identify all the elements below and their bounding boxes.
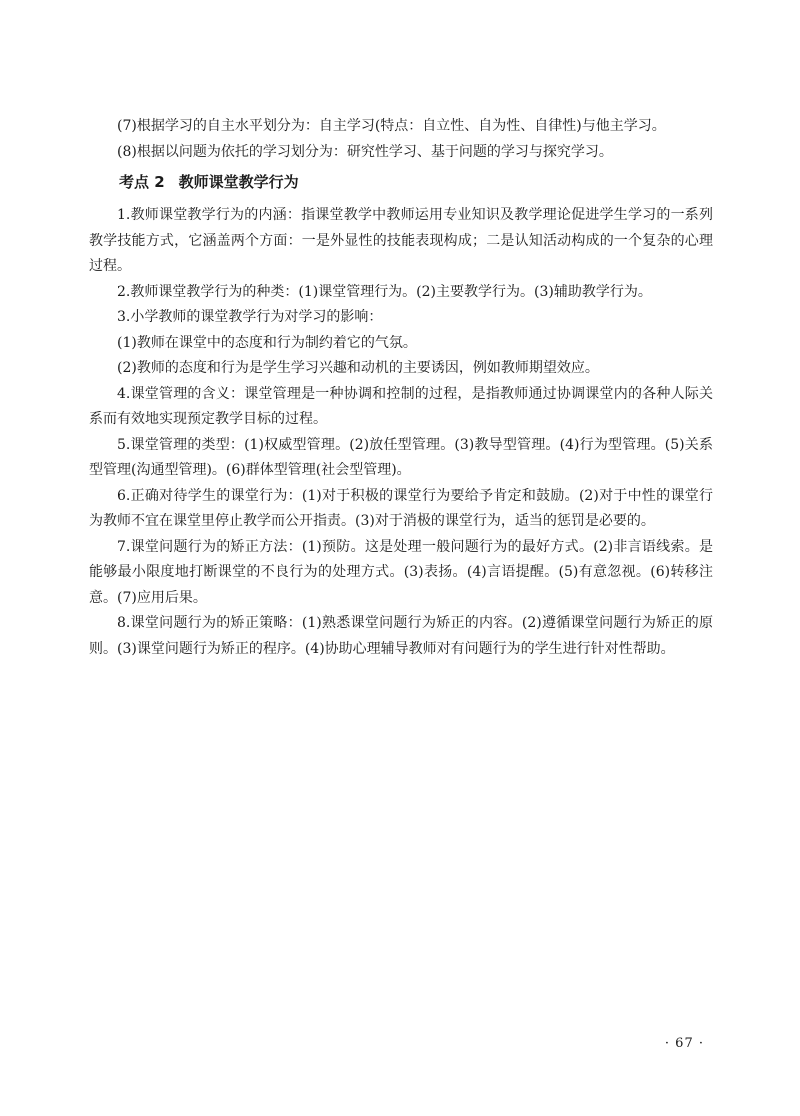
paragraph: (2)教师的态度和行为是学生学习兴趣和动机的主要诱因，例如教师期望效应。: [117, 360, 599, 376]
paragraph: (7)根据学习的自主水平划分为：自主学习(特点：自立性、自为性、自律性)与他主学习。: [117, 118, 666, 134]
paragraph: (8)根据以问题为依托的学习划分为：研究性学习、基于问题的学习与探究学习。: [117, 143, 613, 160]
paragraph: (1)教师在课堂中的态度和行为制约着它的气氛。: [117, 334, 417, 351]
paragraph: 3.小学教师的课堂教学行为对学习的影响：: [117, 309, 383, 325]
paragraph: 6.正确对待学生的课堂行为：(1)对于积极的课堂行为要给予肯定和鼓励。(2)对于中性的课堂行为教师不宜在课堂里停止教学而公开指责。(3)对于消极的课堂行为，适当的惩罚是必要的。: [89, 487, 713, 529]
page-number: · 67 ·: [664, 1036, 704, 1051]
paragraph: 1.教师课堂教学行为的内涵：指课堂教学中教师运用专业知识及教学理论促进学生学习的一系列教学技能方式，它涵盖两个方面：一是外显性的技能表现构成；二是认知活动构成的一个复杂的心理过程。: [89, 207, 713, 274]
paragraph: 2.教师课堂教学行为的种类：(1)课堂管理行为。(2)主要教学行为。(3)辅助教学行为。: [117, 283, 652, 300]
paragraph: 7.课堂问题行为的矫正方法：(1)预防。这是处理一般问题行为的最好方式。(2)非言语线索。是能够最小限度地打断课堂的不良行为的处理方式。(3)表扬。(4)言语提醒。(5)有意忽视。(6)转移注意。(7)应用后果。: [89, 538, 713, 606]
paragraph: 8.课堂问题行为的矫正策略：(1)熟悉课堂问题行为矫正的内容。(2)遵循课堂问题行为矫正的原则。(3)课堂问题行为矫正的程序。(4)协助心理辅导教师对有问题行为的学生进行针对性帮助。: [89, 615, 713, 657]
section-title: 教师课堂教学行为: [178, 173, 299, 191]
section-label: 考点 2: [119, 173, 165, 191]
paragraph: 4.课堂管理的含义：课堂管理是一种协调和控制的过程，是指教师通过协调课堂内的各种人际关系而有效地实现预定教学目标的过程。: [89, 385, 713, 427]
paragraph: 5.课堂管理的类型：(1)权威型管理。(2)放任型管理。(3)教导型管理。(4)行为型管理。(5)关系型管理(沟通型管理)。(6)群体型管理(社会型管理)。: [89, 436, 713, 478]
section-heading: [89, 169, 713, 195]
page-content: [89, 114, 713, 662]
